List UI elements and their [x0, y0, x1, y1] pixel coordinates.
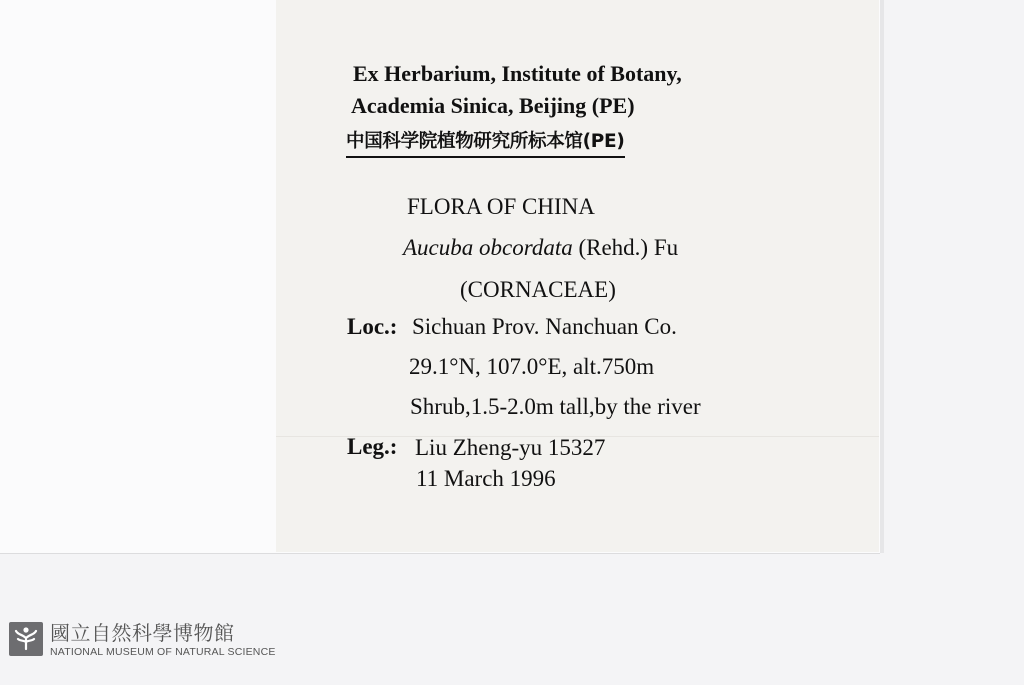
herbarium-header-chinese: 中国科学院植物研究所标本馆(PE) [346, 129, 625, 158]
flora-title: FLORA OF CHINA [407, 194, 595, 219]
locality-label: Loc.: [347, 314, 398, 339]
collector-number: Liu Zheng-yu 15327 [415, 435, 606, 460]
herbarium-header-line2: Academia Sinica, Beijing (PE) [351, 93, 635, 118]
museum-name-chinese: 國立自然科學博物館 [50, 621, 235, 645]
habitat-description: Shrub,1.5-2.0m tall,by the river [410, 394, 701, 419]
species-author: (Rehd.) Fu [578, 235, 679, 260]
species-binomial: Aucuba obcordata [403, 235, 573, 260]
collection-date: 11 March 1996 [416, 466, 556, 491]
herbarium-header-line1: Ex Herbarium, Institute of Botany, [353, 61, 682, 86]
sheet-edge [880, 0, 884, 553]
museum-logo-icon [9, 622, 43, 656]
locality-coordinates: 29.1°N, 107.0°E, alt.750m [409, 354, 655, 379]
family-name: (CORNACEAE) [460, 277, 616, 302]
museum-name-english: NATIONAL MUSEUM OF NATURAL SCIENCE [50, 646, 276, 658]
collector-label: Leg.: [347, 434, 398, 459]
specimen-label [276, 0, 879, 552]
locality-line1: Sichuan Prov. Nanchuan Co. [412, 314, 677, 339]
species-name [403, 234, 678, 262]
